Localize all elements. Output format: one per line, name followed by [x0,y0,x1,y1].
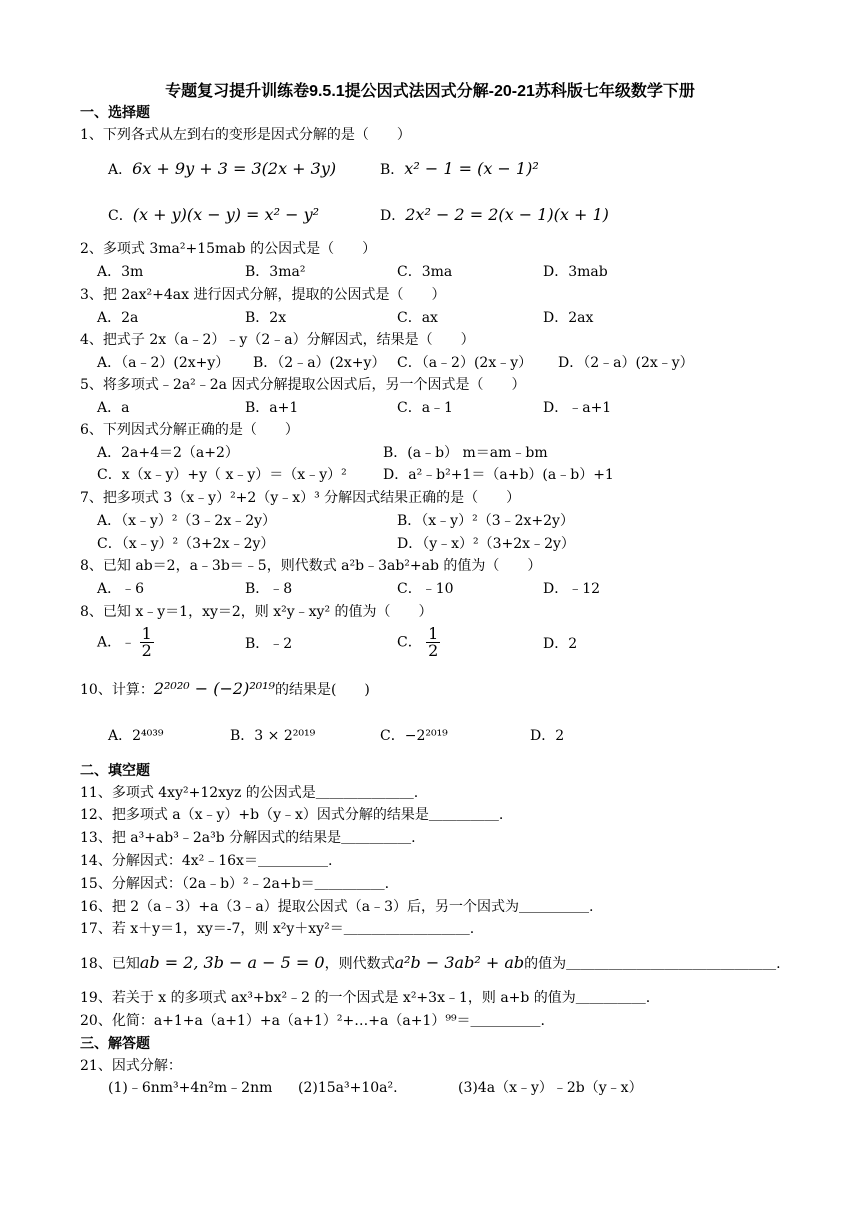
q9-option-a: A．﹣ $\frac{1}{2}$ [97,624,152,660]
q2-option-a: A．3m [97,264,144,280]
q10-option-d: D．2 [530,728,565,744]
question-21: 21、因式分解： [80,1058,182,1074]
q7-option-c: C．（x﹣y）²（3+2x﹣2y） [97,536,275,552]
q5-option-a: A．a [97,400,130,416]
question-9: 8、已知 x﹣y＝1，xy＝2，则 x²y﹣xy² 的值为（ ） [80,604,433,620]
q5-option-c: C．a﹣1 [397,400,453,416]
question-16: 16、把 2（a﹣3）+a（3﹣a）提取公因式（a﹣3）后，另一个因式为＿＿＿＿＿. [80,899,594,915]
q9-option-d: D．2 [543,636,578,652]
question-14: 14、分解因式：4x²﹣16x＝＿＿＿＿＿. [80,853,333,869]
q1-option-b: B．x² − 1 = (x − 1)² [380,159,539,178]
q6-option-b: B．(a﹣b） m＝am﹣bm [383,445,548,461]
q5-option-b: B．a+1 [245,400,299,416]
question-5: 5、将多项式﹣2a²﹣2a 因式分解提取公因式后，另一个因式是（ ） [80,377,526,393]
q7-option-a: A．（x﹣y）²（3﹣2x﹣2y） [97,513,277,529]
question-17: 17、若 x＋y＝1，xy＝-7，则 x²y＋xy²＝＿＿＿＿＿＿＿＿＿. [80,921,475,937]
question-18: 18、已知ab = 2, 3b − a − 5 = 0，则代数式a²b − 3ab² + ab的值为＿＿＿＿＿＿＿＿＿＿＿＿＿＿＿. [80,953,781,972]
question-6: 6、下列因式分解正确的是（ ） [80,422,299,438]
section-heading-fill: 二、填空题 [80,762,150,778]
q4-option-b: B．（2﹣a）(2x+y） [253,355,386,371]
q4-option-d: D．（2﹣a）(2x﹣y） [558,355,694,371]
q2-option-c: C．3ma [397,264,453,280]
question-2: 2、多项式 3ma²+15mab 的公因式是（ ） [80,241,377,257]
question-8: 8、已知 ab＝2，a﹣3b＝﹣5，则代数式 a²b﹣3ab²+ab 的值为（ ） [80,558,542,574]
document-title: 专题复习提升训练卷9.5.1提公因式法因式分解-20-21苏科版七年级数学下册 [165,83,695,100]
q3-option-c: C．ax [397,310,438,326]
q5-option-d: D．﹣a+1 [543,400,612,416]
q3-option-a: A．2a [97,310,139,326]
question-1: 1、下列各式从左到右的变形是因式分解的是（ ） [80,127,411,143]
question-3: 3、把 2ax²+4ax 进行因式分解，提取的公因式是（ ） [80,287,446,303]
section-heading-choice: 一、选择题 [80,104,150,120]
q21-part-3: (3)4a（x﹣y）﹣2b（y﹣x） [458,1080,643,1096]
q10-option-b: B．3 × 2²⁰¹⁹ [230,728,316,744]
q8-option-d: D．﹣12 [543,581,601,597]
question-12: 12、把多项式 a（x﹣y）+b（y﹣x）因式分解的结果是＿＿＿＿＿. [80,807,504,823]
q21-part-2: (2)15a³+10a². [298,1080,398,1096]
q7-option-d: D．（y﹣x）²（3+2x﹣2y） [397,536,575,552]
q7-option-b: B．（x﹣y）²（3﹣2x+2y） [397,513,574,529]
question-4: 4、把式子 2x（a﹣2）﹣y（2﹣a）分解因式，结果是（ ） [80,332,475,348]
section-heading-solve: 三、解答题 [80,1035,150,1051]
question-20: 20、化简：a+1+a（a+1）+a（a+1）²+…+a（a+1）⁹⁹＝＿＿＿＿＿. [80,1013,545,1029]
q21-part-1: (1)﹣6nm³+4n²m﹣2nm [108,1080,273,1096]
q10-option-a: A．2⁴⁰³⁹ [108,728,164,744]
fraction-one-half: $\frac{1}{2}$ [428,624,439,660]
question-15: 15、分解因式：（2a﹣b）²﹣2a+b＝＿＿＿＿＿. [80,876,390,892]
q9-option-b: B．﹣2 [245,636,293,652]
q6-option-d: D．a²﹣b²+1＝（a+b）(a﹣b）+1 [383,467,614,483]
q6-option-a: A．2a+4＝2（a+2） [97,445,239,461]
question-7: 7、把多项式 3（x﹣y）²+2（y﹣x）³ 分解因式结果正确的是（ ） [80,490,521,506]
q4-option-c: C．（a﹣2）(2x﹣y） [397,355,533,371]
q9-option-c: C． $\frac{1}{2}$ [397,624,439,660]
q1-option-a: A．6x + 9y + 3 = 3(2x + 3y) [108,159,337,178]
q2-option-d: D．3mab [543,264,608,280]
q3-option-d: D．2ax [543,310,594,326]
q4-option-a: A．（a﹣2）(2x+y） [97,355,230,371]
question-19: 19、若关于 x 的多项式 ax³+bx²﹣2 的一个因式是 x²+3x﹣1，则 a+b 的值为＿＿＿＿＿. [80,990,651,1006]
q3-option-b: B．2x [245,310,287,326]
q6-option-c: C．x（x﹣y）+y（ x﹣y）＝（x﹣y）² [97,467,347,483]
q2-option-b: B．3ma² [245,264,306,280]
question-11: 11、多项式 4xy²+12xyz 的公因式是＿＿＿＿＿＿＿. [80,785,419,801]
q8-option-b: B．﹣8 [245,581,293,597]
q8-option-c: C．﹣10 [397,581,454,597]
question-13: 13、把 a³+ab³﹣2a³b 分解因式的结果是＿＿＿＿＿. [80,830,416,846]
q10-option-c: C．−2²⁰¹⁹ [380,728,448,744]
q8-option-a: A．﹣6 [97,581,145,597]
q1-option-d: D．2x² − 2 = 2(x − 1)(x + 1) [380,205,609,224]
question-10: 10、计算：2²⁰²⁰ − (−2)²⁰¹⁹的结果是( ) [80,679,370,698]
fraction-one-half: $\frac{1}{2}$ [141,624,152,660]
q1-option-c: C．(x + y)(x − y) = x² − y² [108,205,320,224]
